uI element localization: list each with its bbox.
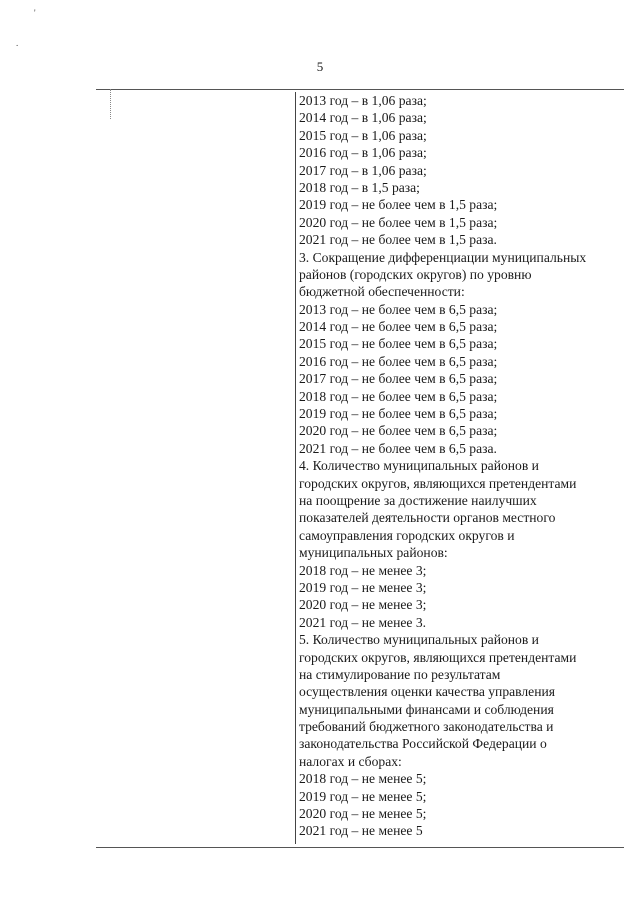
text-line: 2018 год – в 1,5 раза; xyxy=(299,179,420,195)
table-top-border xyxy=(96,89,624,90)
text-line: 2017 год – не более чем в 6,5 раза; xyxy=(299,371,498,387)
text-line: 2021 год – не менее 3. xyxy=(299,614,427,630)
table-bottom-border xyxy=(96,847,624,848)
text-line: 2021 год – не более чем в 1,5 раза. xyxy=(299,232,497,248)
text-line: осуществления оценки качества управления xyxy=(299,684,556,700)
text-line: законодательства Российской Федерации о xyxy=(299,736,547,752)
text-line: 2013 год – не более чем в 6,5 раза; xyxy=(299,301,498,317)
text-line: 2020 год – не менее 5; xyxy=(299,806,427,822)
text-line: 2013 год – в 1,06 раза; xyxy=(299,93,427,108)
text-line: 2019 год – не менее 5; xyxy=(299,788,427,804)
text-line: муниципальными финансами и соблюдения xyxy=(299,701,554,717)
text-line: 2017 год – в 1,06 раза; xyxy=(299,162,427,178)
text-line: на поощрение за достижение наилучших xyxy=(299,492,537,508)
scan-speck: ' xyxy=(34,8,36,18)
text-line: 2019 год – не более чем в 6,5 раза; xyxy=(299,406,498,422)
text-line: бюджетной обеспеченности: xyxy=(299,284,465,300)
text-line: 2018 год – не менее 5; xyxy=(299,771,427,787)
text-line: 5. Количество муниципальных районов и xyxy=(299,632,539,648)
text-line: 2019 год – не более чем в 1,5 раза; xyxy=(299,197,498,213)
text-line: налогах и сборах: xyxy=(299,753,402,769)
text-line: 2021 год – не менее 5 xyxy=(299,823,423,839)
text-line: 2014 год – не более чем в 6,5 раза; xyxy=(299,319,498,335)
text-line: 2020 год – не более чем в 6,5 раза; xyxy=(299,423,498,439)
text-line: 2020 год – не менее 3; xyxy=(299,597,427,613)
text-line: 2018 год – не менее 3; xyxy=(299,562,427,578)
text-line: 2015 год – не более чем в 6,5 раза; xyxy=(299,336,498,352)
text-line: 2016 год – в 1,06 раза; xyxy=(299,145,427,161)
page-number: 5 xyxy=(316,59,324,74)
text-line: муниципальных районов: xyxy=(299,545,448,561)
table-left-border-fragment xyxy=(110,89,111,119)
right-column-text xyxy=(299,92,617,840)
text-line: 2015 год – в 1,06 раза; xyxy=(299,127,427,143)
text-line: требований бюджетного законодательства и xyxy=(299,719,554,735)
text-line: районов (городских округов) по уровню xyxy=(299,266,532,282)
text-line: городских округов, являющихся претендентами xyxy=(299,649,577,665)
text-line: городских округов, являющихся претендентами xyxy=(299,475,577,491)
text-line: 2019 год – не менее 3; xyxy=(299,579,427,595)
text-line: самоуправления городских округов и xyxy=(299,527,515,543)
text-line: 3. Сокращение дифференциации муниципальных xyxy=(299,249,587,265)
text-line: 4. Количество муниципальных районов и xyxy=(299,458,539,474)
text-line: 2016 год – не более чем в 6,5 раза; xyxy=(299,353,498,369)
text-line: на стимулирование по результатам xyxy=(299,666,501,682)
column-divider xyxy=(295,92,296,844)
text-line: 2021 год – не более чем в 6,5 раза. xyxy=(299,440,497,456)
text-line: показателей деятельности органов местного xyxy=(299,510,556,526)
text-line: 2020 год – не более чем в 1,5 раза; xyxy=(299,214,498,230)
scan-speck: . xyxy=(16,38,19,48)
text-line: 2014 год – в 1,06 раза; xyxy=(299,110,427,126)
text-line: 2018 год – не более чем в 6,5 раза; xyxy=(299,388,498,404)
